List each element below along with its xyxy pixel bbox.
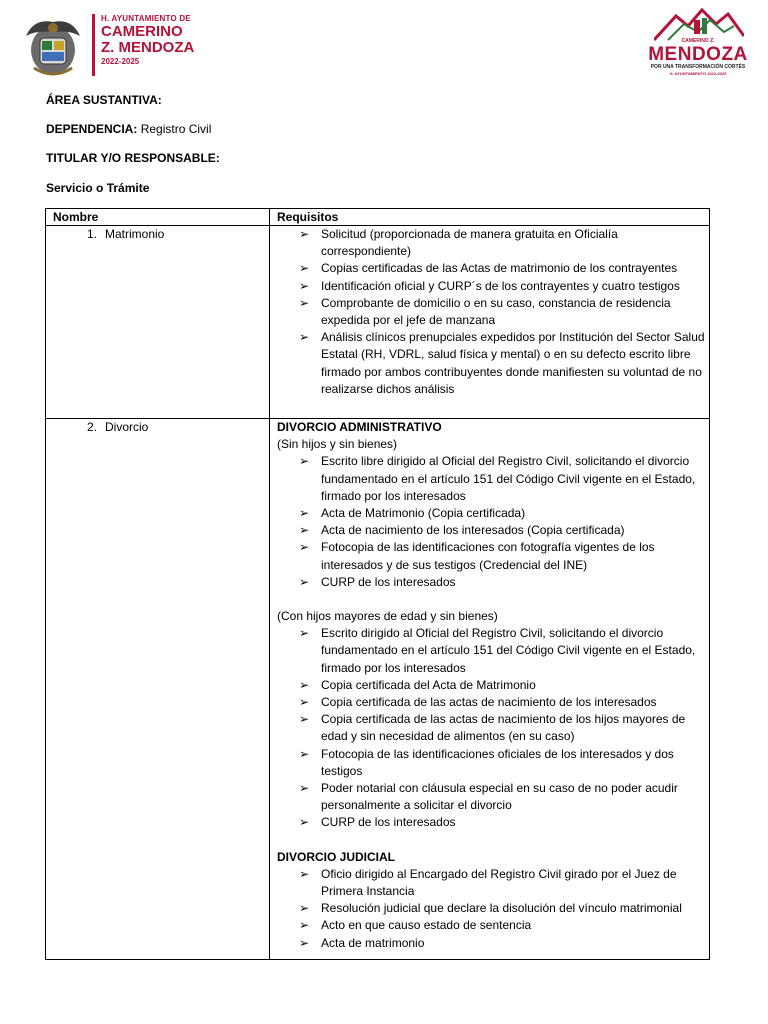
row-number: 2. xyxy=(86,420,97,434)
requirements-list xyxy=(277,453,709,591)
list-item xyxy=(277,711,709,745)
column-header-requisitos: Requisitos xyxy=(270,209,710,226)
title-small: H. AYUNTAMIENTO DE xyxy=(101,14,191,23)
brand-sub: H. AYUNTAMIENTO 2022-2025 xyxy=(669,71,727,76)
list-item xyxy=(277,539,709,573)
letterhead xyxy=(0,0,768,90)
arrow-bullet-icon: ➢ xyxy=(299,712,310,727)
arrow-bullet-icon: ➢ xyxy=(299,815,310,830)
section-title: DIVORCIO JUDICIAL xyxy=(277,849,396,864)
service-name: Matrimonio xyxy=(105,227,165,241)
requirement-text: Copia certificada de las actas de nacimiento de los interesados xyxy=(321,695,657,710)
requirement-text: Fotocopia de las identificaciones con fotografía vigentes de los interesados y de sus testigos (Credencial del INE) xyxy=(321,540,655,572)
arrow-bullet-icon: ➢ xyxy=(299,626,310,641)
list-item xyxy=(277,746,709,780)
service-name: Divorcio xyxy=(105,420,149,434)
arrow-bullet-icon: ➢ xyxy=(299,746,310,761)
requirements-cell xyxy=(270,419,710,960)
servicio-label: Servicio o Trámite xyxy=(46,181,150,195)
row-number: 1. xyxy=(86,227,97,241)
requirement-text: Copia certificada del Acta de Matrimonio xyxy=(321,677,536,692)
spacer xyxy=(277,832,709,849)
section-title: DIVORCIO ADMINISTRATIVO xyxy=(277,420,442,434)
arrow-bullet-icon: ➢ xyxy=(299,695,310,710)
list-item xyxy=(277,278,709,295)
requirement-text: Comprobante de domicilio o en su caso, constancia de residencia expedida por el jefe de manzana xyxy=(321,295,671,328)
servicio-line xyxy=(46,181,149,196)
arrow-bullet-icon: ➢ xyxy=(299,901,310,916)
table-row xyxy=(46,226,710,419)
titular-line xyxy=(46,151,220,166)
title-line-2: Z. MENDOZA xyxy=(101,39,195,56)
requirement-text: Escrito libre dirigido al Oficial del Registro Civil, solicitando el divorcio fundamentado en el artículo 151 del Código Civil vigente en el Estado, firmado por los interesados xyxy=(321,454,696,503)
arrow-bullet-icon: ➢ xyxy=(299,506,310,521)
requirement-text: Poder notarial con cláusula especial en su caso de no poder acudir personalmente a solicitar el divorcio xyxy=(321,781,678,813)
requirement-text: Solicitud (proporcionada de manera gratuita en Oficialía correspondiente) xyxy=(321,227,618,259)
list-item xyxy=(277,574,709,591)
list-item xyxy=(277,866,709,900)
requirement-text: Acto en que causo estado de sentencia xyxy=(321,918,532,933)
arrow-bullet-icon: ➢ xyxy=(299,918,310,933)
requirements-list xyxy=(277,866,709,952)
requirement-text: Fotocopia de las identificaciones oficiales de los interesados y dos testigos xyxy=(321,746,674,778)
arrow-bullet-icon: ➢ xyxy=(299,523,310,538)
arrow-bullet-icon: ➢ xyxy=(299,540,310,555)
table-row xyxy=(46,419,710,960)
requirement-text: Análisis clínicos prenupciales expedidos por Institución del Sector Salud Estatal (RH, VDRL, salud física y mental) o en su defecto escrito libre firmado por ambos contribuyentes donde manifiesten su voluntad de no realizarse dichos análisis xyxy=(321,330,705,396)
brand-small: CAMERINO Z. xyxy=(681,38,715,44)
requirements-list xyxy=(277,625,709,831)
list-item xyxy=(277,694,709,711)
arrow-bullet-icon: ➢ xyxy=(299,227,310,241)
table-header-row xyxy=(46,209,710,226)
arrow-bullet-icon: ➢ xyxy=(299,677,310,692)
column-header-nombre: Nombre xyxy=(46,209,270,226)
mendoza-brand-logo xyxy=(648,6,748,86)
requirement-text: Acta de nacimiento de los interesados (Copia certificada) xyxy=(321,523,625,538)
dependencia-line xyxy=(46,122,211,137)
list-item xyxy=(277,522,709,539)
service-name-cell xyxy=(46,226,270,419)
requirements-list xyxy=(277,226,709,398)
arrow-bullet-icon: ➢ xyxy=(299,866,310,881)
list-item xyxy=(277,677,709,694)
service-name-cell xyxy=(46,419,270,960)
list-item xyxy=(277,329,709,398)
requirement-text: Identificación oficial y CURP´s de los contrayentes y cuatro testigos xyxy=(321,278,680,293)
arrow-bullet-icon: ➢ xyxy=(299,278,310,293)
section-subtitle: (Sin hijos y sin bienes) xyxy=(277,437,398,452)
title-line-1: CAMERINO xyxy=(101,23,183,40)
arrow-bullet-icon: ➢ xyxy=(299,295,310,310)
area-line xyxy=(46,93,162,108)
arrow-bullet-icon: ➢ xyxy=(299,935,310,950)
requirement-text: Copia certificada de las actas de nacimiento de los hijos mayores de edad y sin necesidad de alimentos (en su caso) xyxy=(321,712,686,744)
area-label: ÁREA SUSTANTIVA: xyxy=(46,93,162,107)
requirement-text: Acta de matrimonio xyxy=(321,935,425,950)
list-item xyxy=(277,814,709,831)
list-item xyxy=(277,780,709,814)
brand-name: MENDOZA xyxy=(648,44,748,65)
requirements-table xyxy=(45,208,710,960)
arrow-bullet-icon: ➢ xyxy=(299,574,310,589)
list-item xyxy=(277,505,709,522)
requirement-text: Copias certificadas de las Actas de matrimonio de los contrayentes xyxy=(321,261,678,276)
list-item xyxy=(277,625,709,677)
arrow-bullet-icon: ➢ xyxy=(299,261,310,276)
arrow-bullet-icon: ➢ xyxy=(299,454,310,469)
municipality-title xyxy=(101,14,261,67)
requirements-cell xyxy=(270,226,710,419)
list-item xyxy=(277,935,709,952)
list-item xyxy=(277,260,709,277)
requirement-text: Resolución judicial que declare la disolución del vínculo matrimonial xyxy=(321,901,682,916)
spacer xyxy=(277,591,709,608)
requirement-text: Acta de Matrimonio (Copia certificada) xyxy=(321,506,526,521)
brand-tagline: POR UNA TRANSFORMACIÓN CORTÉS xyxy=(650,64,746,70)
arrow-bullet-icon: ➢ xyxy=(299,330,310,345)
requirement-text: CURP de los interesados xyxy=(321,815,456,830)
title-divider xyxy=(92,14,95,76)
list-item xyxy=(277,917,709,934)
title-years: 2022-2025 xyxy=(101,57,140,66)
list-item xyxy=(277,900,709,917)
section-subtitle: (Con hijos mayores de edad y sin bienes) xyxy=(277,609,498,624)
requirement-text: CURP de los interesados xyxy=(321,574,456,589)
list-item xyxy=(277,295,709,329)
titular-label: TITULAR Y/O RESPONSABLE: xyxy=(46,151,220,165)
municipal-seal-icon xyxy=(20,14,86,80)
list-item xyxy=(277,226,709,260)
requirement-text: Escrito dirigido al Oficial del Registro Civil, solicitando el divorcio fundamentado en el artículo 151 del Código Civil vigente en el Estado, firmado por los interesados xyxy=(321,626,696,675)
requirement-text: Oficio dirigido al Encargado del Registro Civil girado por el Juez de Primera Instancia xyxy=(321,866,677,899)
arrow-bullet-icon: ➢ xyxy=(299,781,310,796)
list-item xyxy=(277,453,709,505)
dependencia-label: DEPENDENCIA: xyxy=(46,122,138,136)
dependencia-value: Registro Civil xyxy=(140,122,212,136)
